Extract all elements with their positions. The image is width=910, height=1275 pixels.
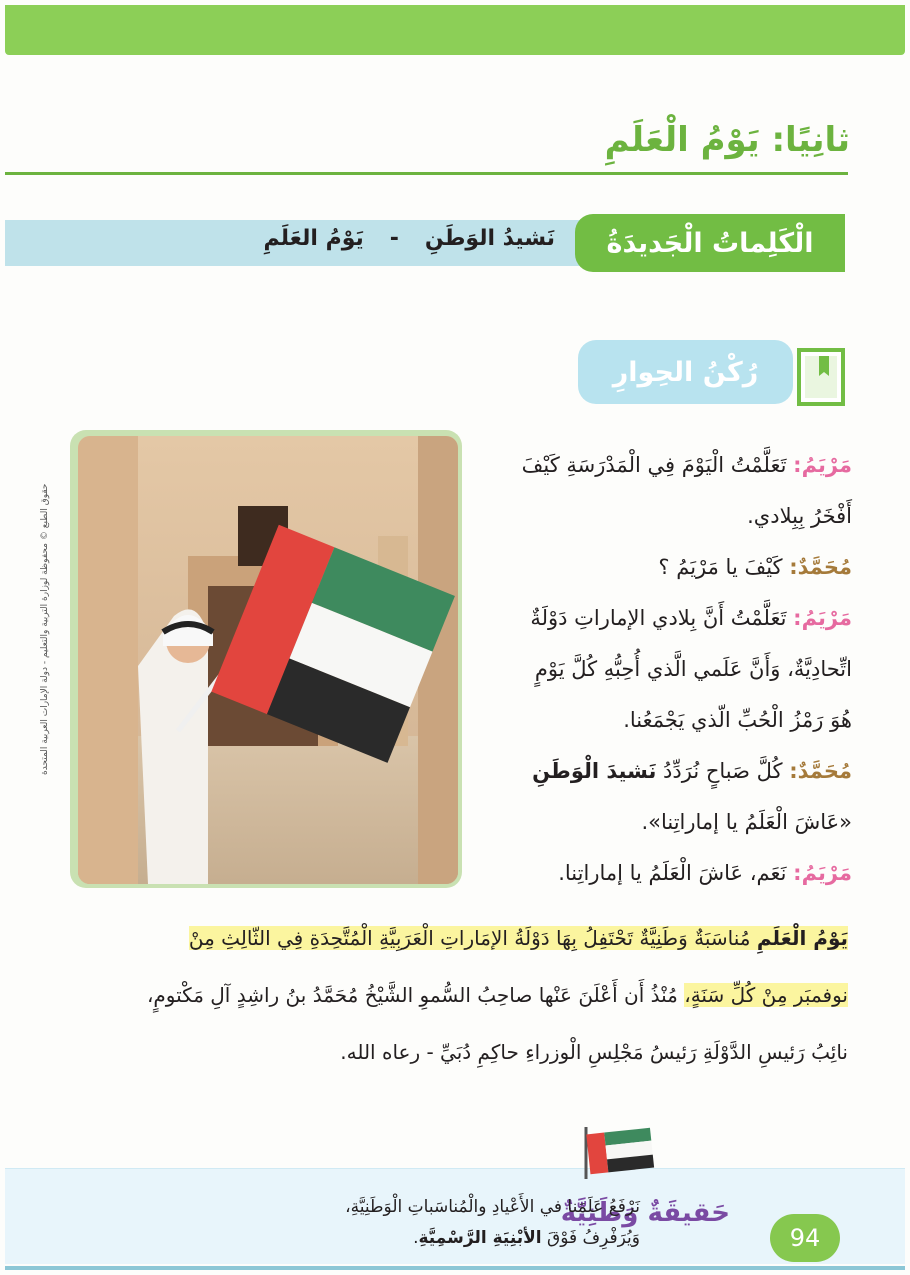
dialog-corner-label: رُكْنُ الحِوارِ — [578, 340, 793, 404]
bottom-line — [5, 1266, 905, 1270]
paragraph-highlight: نوفمبَر مِنْ كُلِّ سَنَةٍ، — [684, 983, 848, 1007]
paragraph-text: نائِبُ رَئيسِ الدَّوْلَةِ رَئيسُ مَجْلِسِ الْوزراءِ حاكِمِ دُبَيِّ - رعاه الله. — [340, 1040, 848, 1064]
dialogue-text: كَيْفَ يا مَرْيَمُ ؟ — [658, 555, 783, 579]
paragraph-text: مُناسَبَةٌ وَطَنِيَّةٌ تَحْتَفِلُ بِهَا دَوْلَةُ الإمَاراتِ الْعَرَبِيَّةِ الْمُتَّحِدَةِ فِي الثّالِثِ مِنْ — [188, 926, 751, 950]
section-divider — [5, 172, 848, 175]
dialogue-text: تَعَلَّمْتُ الْيَوْمَ فِي الْمَدْرَسَةِ كَيْفَ — [521, 453, 787, 477]
dialogue-line — [480, 695, 852, 746]
boy-with-flag-photo — [78, 436, 458, 884]
uae-flag-icon — [580, 1123, 658, 1181]
page-number: 94 — [770, 1214, 840, 1262]
fact-text — [320, 1192, 640, 1254]
speaker-mohammed: مُحَمَّدٌ: — [789, 555, 852, 579]
paragraph-text: مُنْذُ أَن أَعْلَنَ عَنْها صاحِبُ السُّموِ الشَّيْخُ مُحَمَّدُ بنُ راشِدٍ آلِ مَكْتومٍ، — [146, 983, 678, 1007]
paragraph-lead: يَوْمُ الْعَلَمِ — [756, 926, 848, 950]
paragraph-line — [100, 910, 848, 967]
vocab-word-2: يَوْمُ العَلَمِ — [263, 226, 364, 251]
copyright-side-note: حقوق الطبع © محفوظة لوزارة التربية والتعليم - دولة الإمارات العربية المتحدة — [40, 483, 50, 775]
section-title: ثانِيًا: يَوْمُ الْعَلَمِ — [604, 120, 850, 160]
vocab-words — [263, 226, 555, 251]
dialogue-line — [480, 491, 852, 542]
dialogue-text: تَعَلَّمْتُ أَنَّ بِلادي الإماراتِ دَوْلَةٌ — [530, 606, 787, 630]
vocab-separator: - — [389, 226, 399, 251]
top-color-bar — [5, 5, 905, 55]
speaker-maryam: مَرْيَمُ: — [793, 861, 852, 885]
paragraph-line — [100, 967, 848, 1024]
fact-title: حَقيقَةٌ وَطَنِيَّةٌ — [560, 1198, 730, 1228]
dialogue-text: «عَاشَ الْعَلَمُ يا إماراتِنا». — [641, 810, 852, 834]
fact-text-end: . — [413, 1228, 419, 1248]
vocab-label: الْكَلِماتُ الْجَديدَةُ — [575, 214, 845, 272]
dialogue-text: هُوَ رَمْزُ الْحُبِّ الّذي يَجْمَعُنا. — [623, 708, 852, 732]
book-icon — [797, 348, 845, 406]
paragraph-line — [100, 1024, 848, 1081]
speaker-maryam: مَرْيَمُ: — [793, 606, 852, 630]
dialogue-line — [480, 542, 852, 593]
dialogue-text: كُلَّ صَباحٍ نُرَدِّدُ — [663, 759, 783, 783]
dialogue-line — [480, 848, 852, 899]
dialogue-line — [480, 440, 852, 491]
dialogue-line — [480, 644, 852, 695]
dialogue-bold-text: نَشيدَ الْوَطَنِ — [532, 759, 657, 783]
vocab-word-1: نَشيدُ الوَطَنِ — [424, 226, 555, 251]
fact-text-part: نَرْفَعُ عَلَمَنا في الأَعْيادِ والْمُناسَباتِ الْوَطَنِيَّةِ، وَيُرَفْرِفُ فَوْقَ — [345, 1197, 640, 1248]
dialogue-text: نَعَم، عَاشَ الْعَلَمُ يا إماراتِنا. — [558, 861, 787, 885]
dialogue-line — [480, 746, 852, 797]
dialogue-line — [480, 593, 852, 644]
dialogue — [480, 440, 852, 899]
dialogue-line — [480, 797, 852, 848]
speaker-maryam: مَرْيَمُ: — [793, 453, 852, 477]
dialogue-text: أَفْخَرُ بِبِلادي. — [747, 504, 852, 528]
speaker-mohammed: مُحَمَّدٌ: — [789, 759, 852, 783]
fact-bold-text: الأبْنِيَةِ الرَّسْمِيَّةِ — [418, 1228, 542, 1248]
dialogue-text: اتِّحادِيَّةٌ، وَأَنَّ عَلَمي الَّذي أُحِبُّهِ كُلَّ يَوْمٍ — [534, 657, 852, 681]
flag-day-paragraph — [100, 910, 848, 1081]
